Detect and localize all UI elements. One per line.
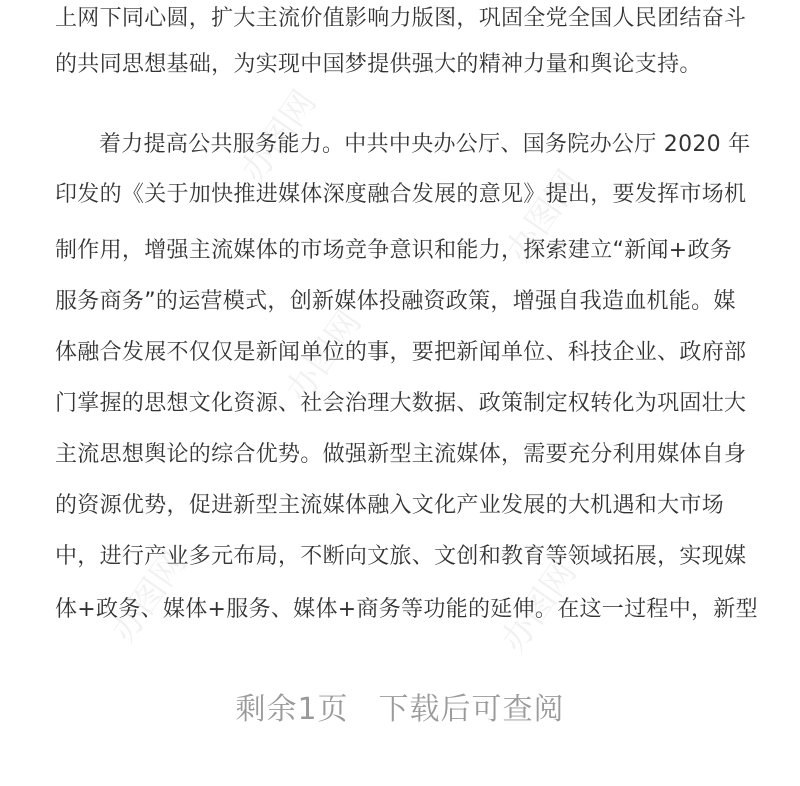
paragraph-2-line-1: 着力提高公共服务能力。中共中央办公厅、国务院办公厅 2020 年 <box>99 132 751 157</box>
watermark: 办图网 <box>103 543 195 650</box>
watermark: 办图网 <box>278 303 370 410</box>
watermark: 办图网 <box>498 163 590 270</box>
paragraph-2-line-10: 体+政务、媒体+服务、媒体+商务等功能的延伸。在这一过程中，新型 <box>55 597 758 622</box>
paragraph-2-line-6: 门掌握的思想文化资源、社会治理大数据、政策制定权转化为巩固壮大 <box>55 391 747 416</box>
paragraph-2-line-8: 的资源优势，促进新型主流媒体融入文化产业发展的大机遇和大市场 <box>55 493 725 518</box>
watermark: 办图网 <box>493 553 585 660</box>
watermark: 办图网 <box>233 83 325 190</box>
paragraph-2-line-9: 中，进行产业多元布局，不断向文旅、文创和教育等领域拓展，实现媒 <box>55 544 747 569</box>
paragraph-1-line-1: 上网下同心圆，扩大主流价值影响力版图，巩固全党全国人民团结奋斗 <box>55 6 747 31</box>
paragraph-2-line-7: 主流思想舆论的综合优势。做强新型主流媒体，需要充分利用媒体自身 <box>55 442 747 467</box>
remaining-pages-label: 剩余1页 <box>235 692 349 727</box>
preview-limit-notice[interactable] <box>0 690 800 730</box>
paragraph-2-line-5: 体融合发展不仅仅是新闻单位的事，要把新闻单位、科技企业、政府部 <box>55 340 747 365</box>
paragraph-2-line-4: 服务商务”的运营模式，创新媒体投融资政策，增强自我造血机能。媒 <box>55 289 736 314</box>
paragraph-2-line-3: 制作用，增强主流媒体的市场竞争意识和能力，探索建立“新闻+政务 <box>55 238 733 263</box>
paragraph-1-line-2: 的共同思想基础，为实现中国梦提供强大的精神力量和舆论支持。 <box>55 52 702 77</box>
paragraph-2-line-2: 印发的《关于加快推进媒体深度融合发展的意见》提出，要发挥市场机 <box>55 182 747 207</box>
download-to-view-link[interactable]: 下载后可查阅 <box>378 692 565 727</box>
